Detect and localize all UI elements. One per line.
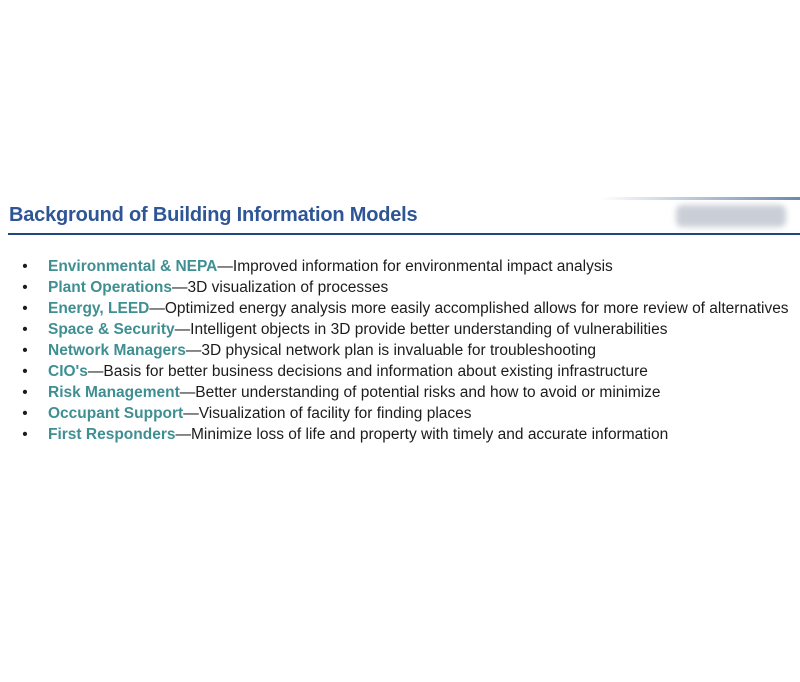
bullet-term: Network Managers <box>48 342 186 359</box>
bullet-text: —Optimized energy analysis more easily accomplished allows for more review of alternatives <box>149 300 789 317</box>
bullet-item <box>18 361 798 382</box>
bullet-list <box>18 256 798 445</box>
bullet-dot-icon: • <box>22 426 28 443</box>
bullet-dot-icon: • <box>22 258 28 275</box>
bullet-text: —Visualization of facility for finding places <box>183 405 472 422</box>
bullet-text: —Intelligent objects in 3D provide better understanding of vulnerabilities <box>174 321 668 338</box>
bullet-term: Occupant Support <box>48 405 184 422</box>
bullet-dot-icon: • <box>22 363 28 380</box>
bullet-term: Energy, LEED <box>48 300 150 317</box>
bullet-term: Space & Security <box>48 321 175 338</box>
bullet-term: Risk Management <box>48 384 180 401</box>
bullet-text: —Improved information for environmental impact analysis <box>217 258 613 275</box>
bullet-item <box>18 403 798 424</box>
bullet-item <box>18 382 798 403</box>
bullet-dot-icon: • <box>22 300 28 317</box>
top-accent-rule <box>600 197 800 200</box>
bullet-item <box>18 319 798 340</box>
bullet-text: —3D physical network plan is invaluable for troubleshooting <box>185 342 596 359</box>
bullet-dot-icon: • <box>22 384 28 401</box>
bullet-item <box>18 277 798 298</box>
bullet-text: —Basis for better business decisions and information about existing infrastructure <box>87 363 648 380</box>
bullet-text: —Better understanding of potential risks and how to avoid or minimize <box>179 384 661 401</box>
bullet-item <box>18 256 798 277</box>
title-underline <box>8 233 800 235</box>
bullet-term: Environmental & NEPA <box>48 258 218 275</box>
bullet-item <box>18 340 798 361</box>
bullet-item <box>18 424 798 445</box>
bullet-term: Plant Operations <box>48 279 173 296</box>
bullet-item <box>18 298 798 319</box>
bullet-dot-icon: • <box>22 342 28 359</box>
bullet-term: CIO's <box>48 363 88 380</box>
bullet-text: —3D visualization of processes <box>172 279 389 296</box>
bullet-dot-icon: • <box>22 321 28 338</box>
bullet-dot-icon: • <box>22 279 28 296</box>
blurred-logo <box>676 205 786 227</box>
bullet-term: First Responders <box>48 426 176 443</box>
bullet-dot-icon: • <box>22 405 28 422</box>
slide-title: Background of Building Information Models <box>9 204 418 226</box>
bullet-text: —Minimize loss of life and property with timely and accurate information <box>175 426 669 443</box>
